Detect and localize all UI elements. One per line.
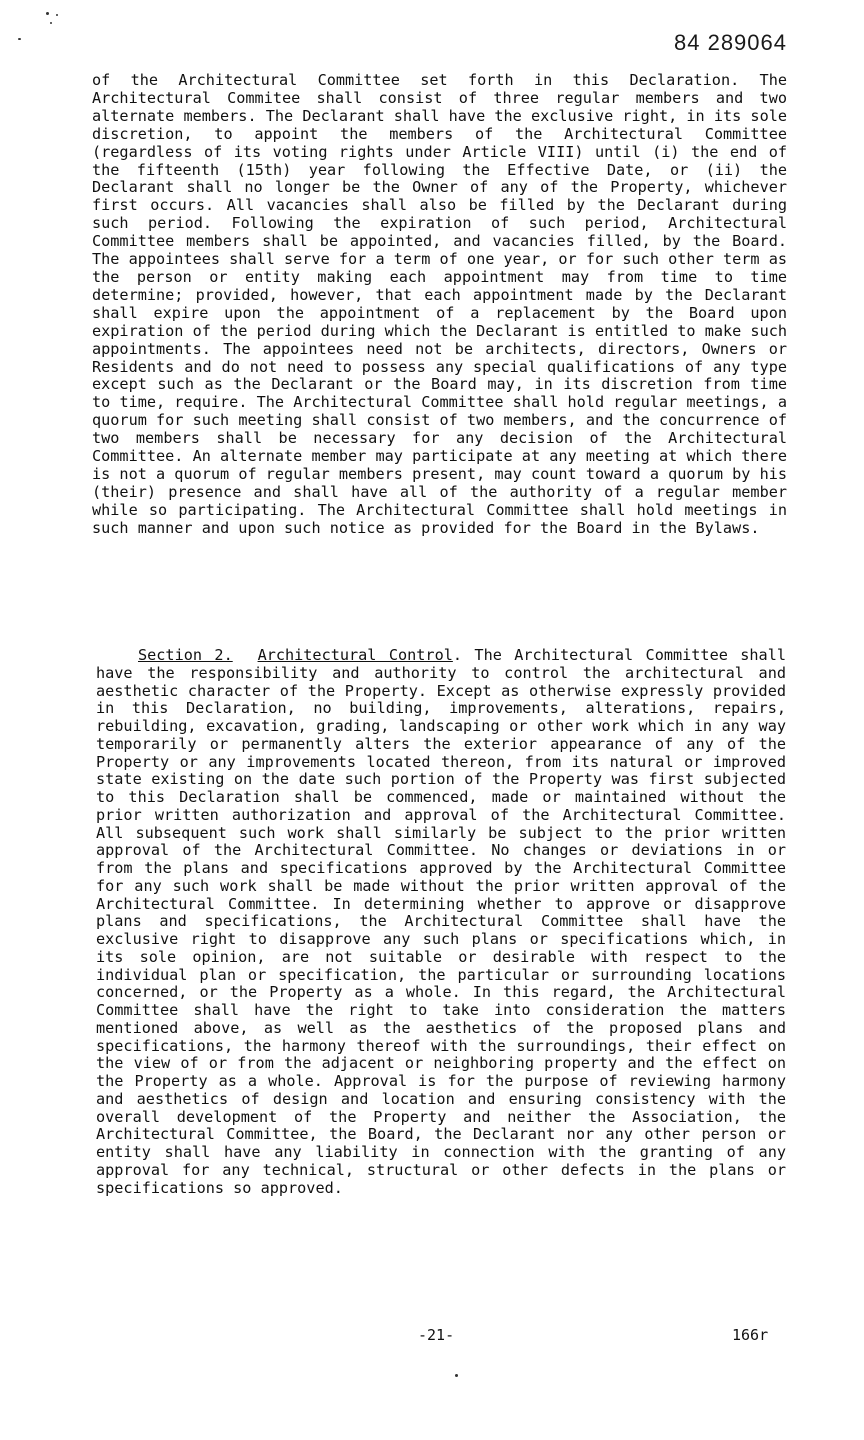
section-body: . The Architectural Committee shall have the responsibility and authority to control the architectural and aesthetic character of the Property. Except as otherwise expressly provided in this Declaration, no building, improvements, alterations, repairs, rebuilding, excavation, grading, landscaping or other work which in any way temporarily or permanently alters the exterior appearance of any of the Property or any improvements located thereon, from its natural or improved state existing on the date such portion of the Property was first subjected to this Declaration shall be commenced, made or maintained without the prior written authorization and approval of the Architectural Committee. All subsequent such work shall similarly be subject to the prior written approval of the Architectural Committee. No changes or deviations in or from the plans and specifications approved by the Architectural Committee for any such work shall be made without the prior written approval of the Architectural Committee. In determining whether to approve or disapprove plans and specifications, the Architectural Committee shall have the exclusive right to disapprove any such plans or specifications which, in its sole opinion, are not suitable or desirable with respect to the individual plan or specification, the particular or surrounding locations concerned, or the Property as a whole. In this regard, the Architectural Committee shall have the right to take into consideration the matters mentioned above, as well as the aesthetics of the proposed plans and specifications, the harmony thereof with the surroundings, their effect on the view of or from the adjacent or neighboring property and the effect on the Property as a whole. Approval is for the purpose of reviewing harmony and aesthetics of design and location and ensuring consistency with the overall development of the Property and neither the Association, the Architectural Committee, the Board, the Declarant nor any other person or entity shall have any liability in connection with the granting of any approval for any technical, structural or other defects in the plans or specifications so approved. <box>96 646 786 1197</box>
scan-speck <box>50 22 52 24</box>
scan-speck <box>455 1374 458 1377</box>
scan-speck <box>46 12 49 15</box>
section-label: Section 2. <box>138 646 233 664</box>
document-code: 166r <box>732 1326 769 1344</box>
paragraph-architectural-committee: of the Architectural Committee set forth in this Declaration. The Architectural Commitee shall consist of three regular members and two alternate members. The Declarant shall have the exclusive right, in its sole discretion, to appoint the members of the Architectural Committee (regardless of its voting rights under Article VIII) until (i) the end of the fifteenth (15th) year following the Effective Date, or (ii) the Declarant shall no longer be the Owner of any of the Property, whichever first occurs. All vacancies shall also be filled by the Declarant during such period. Following the expiration of such period, Architectural Committee members shall be appointed, and vacancies filled, by the Board. The appointees shall serve for a term of one year, or for such other term as the person or entity making each appointment may from time to time determine; provided, however, that each appointment made by the Declarant shall expire upon the appointment of a replacement by the Board upon expiration of the period during which the Declarant is entitled to make such appointments. The appointees need not be architects, directors, Owners or Residents and do not need to possess any special qualifications of any type except such as the Declarant or the Board may, in its discretion from time to time, require. The Architectural Committee shall hold regular meetings, a quorum for such meeting shall consist of two members, and the concurrence of two members shall be necessary for any decision of the Architectural Committee. An alternate member may participate at any meeting at which there is not a quorum of regular members present, may count toward a quorum by his (their) presence and shall have all of the authority of a regular member while so participating. The Architectural Committee shall hold meetings in such manner and upon such notice as provided for the Board in the Bylaws. <box>92 71 787 537</box>
scan-speck <box>56 14 58 16</box>
paragraph-architectural-control <box>96 647 786 1197</box>
page-number: -21- <box>418 1326 455 1344</box>
scan-speck <box>18 38 21 40</box>
document-number: 84 289064 <box>674 30 787 55</box>
section-title: Architectural Control <box>257 646 453 664</box>
